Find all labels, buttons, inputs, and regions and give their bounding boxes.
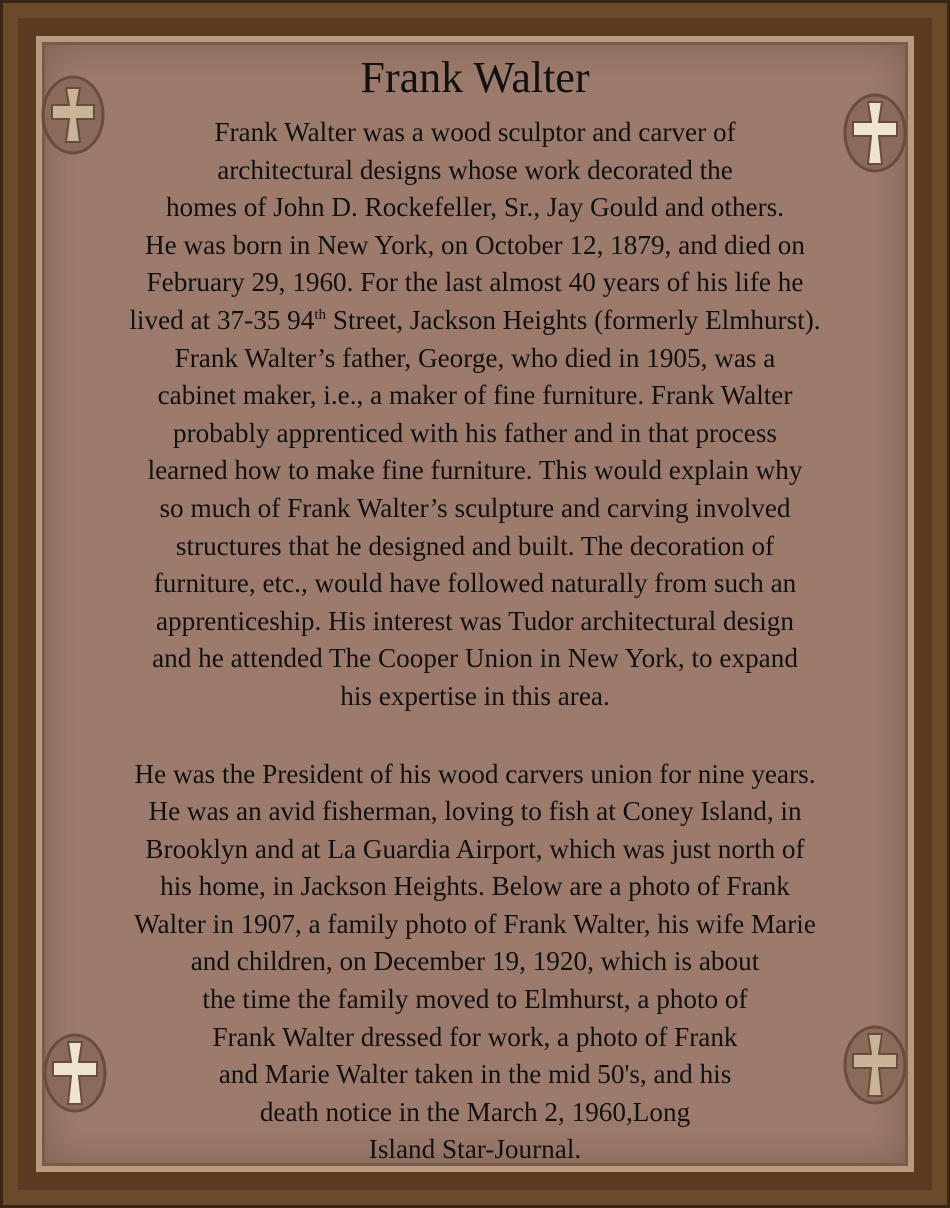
- text-line: February 29, 1960. For the last almost 40 years of his life he: [146, 267, 804, 298]
- text-line: so much of Frank Walter’s sculpture and carving involved: [159, 492, 791, 523]
- text-line: apprenticeship. His interest was Tudor architectural design: [155, 605, 794, 636]
- text-line: and children, on December 19, 1920, which is about: [190, 946, 760, 977]
- text-line: his home, in Jackson Heights. Below are a photo of Frank: [160, 871, 790, 902]
- text-line: He was the President of his wood carvers union for nine years.: [134, 758, 816, 789]
- text-line: Frank Walter was a wood sculptor and carver of: [214, 117, 736, 147]
- paragraph-1: [0, 114, 950, 716]
- text-line: He was an avid fisherman, loving to fish at Coney Island, in: [148, 796, 802, 827]
- text-line: Frank Walter dressed for work, a photo of Frank: [212, 1021, 738, 1052]
- page-title: Frank Walter: [360, 53, 590, 102]
- text-line: probably apprenticed with his father and in that process: [173, 417, 777, 448]
- text-line: his expertise in this area.: [340, 680, 610, 711]
- text-line: furniture, etc., would have followed naturally from such an: [153, 568, 797, 599]
- text-line: lived at 37-35 94th Street, Jackson Heights (formerly Elmhurst).: [129, 304, 821, 335]
- text-line: cabinet maker, i.e., a maker of fine furniture. Frank Walter: [157, 380, 793, 411]
- text-line: Walter in 1907, a family photo of Frank Walter, his wife Marie: [134, 908, 816, 939]
- body-text: [0, 114, 950, 1169]
- text-line: architectural designs whose work decorated the: [217, 154, 733, 185]
- text-line: Island Star-Journal.: [368, 1134, 582, 1165]
- text-line: Brooklyn and at La Guardia Airport, which was just north of: [145, 833, 805, 864]
- text-line: and he attended The Cooper Union in New York, to expand: [152, 643, 798, 674]
- text-line: Frank Walter’s father, George, who died in 1905, was a: [174, 342, 776, 373]
- text-line: structures that he designed and built. The decoration of: [175, 530, 775, 561]
- text-line: He was born in New York, on October 12, 1879, and died on: [145, 229, 805, 260]
- text-line: homes of John D. Rockefeller, Sr., Jay Gould and others.: [165, 192, 785, 223]
- paragraph-2: [0, 756, 950, 1170]
- text-line: the time the family moved to Elmhurst, a photo of: [202, 984, 748, 1015]
- text-line: and Marie Walter taken in the mid 50's, and his: [218, 1059, 732, 1090]
- text-line: learned how to make fine furniture. This would explain why: [147, 455, 803, 486]
- text-line: death notice in the March 2, 1960,Long: [259, 1096, 691, 1127]
